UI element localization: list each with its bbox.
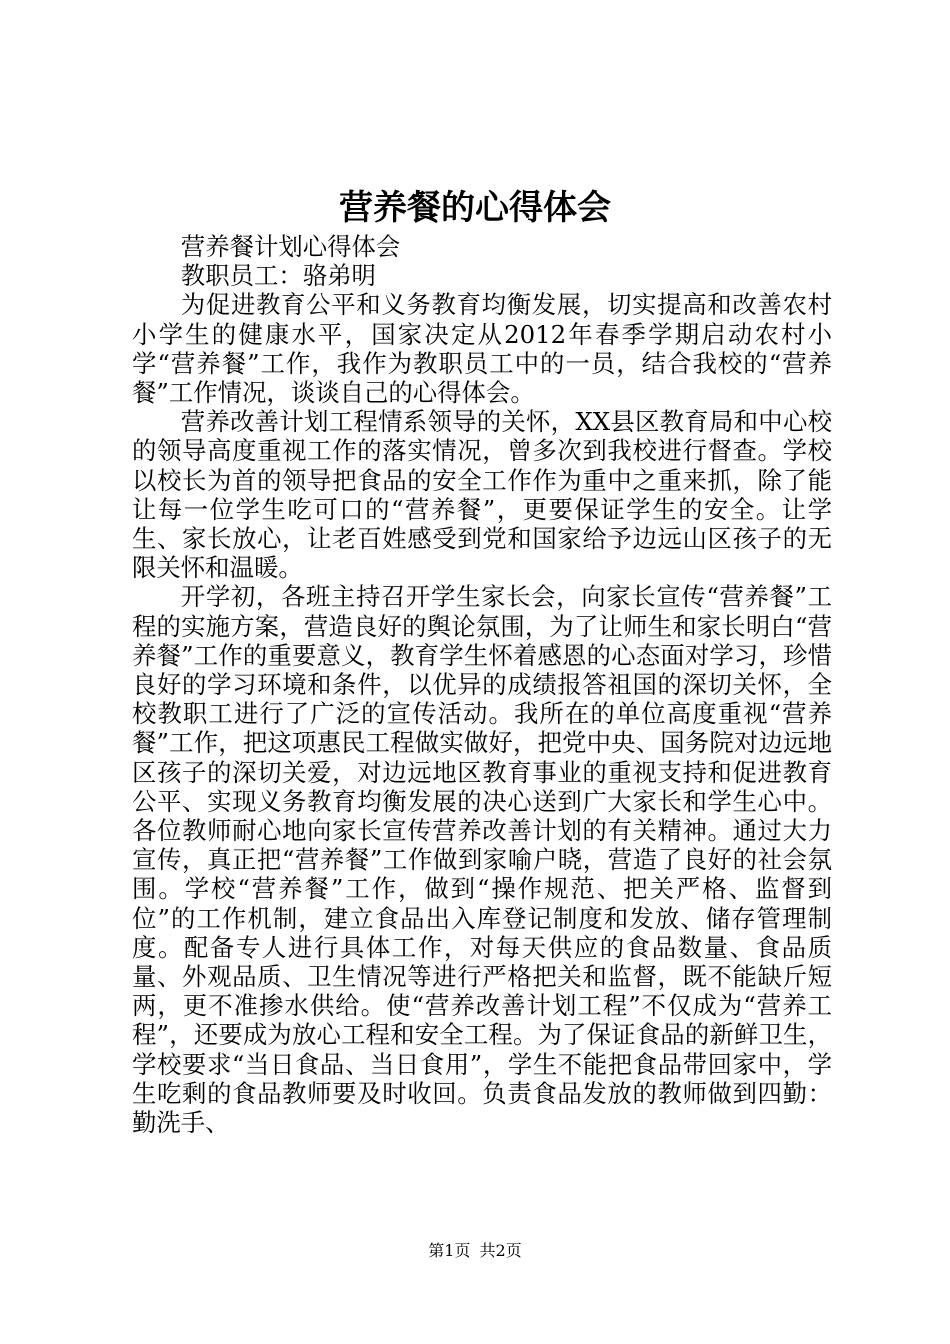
page-total: 共2页 (479, 1241, 522, 1260)
document-subtitle: 营养餐计划心得体会 (180, 232, 401, 261)
page-footer (0, 1240, 950, 1262)
document-body (132, 232, 832, 1137)
page-number: 第1页 (428, 1241, 471, 1260)
paragraph: 开学初，各班主持召开学生家长会，向家长宣传“营养餐”工程的实施方案，营造良好的舆论氛围，为了让师生和家长明白“营养餐”工作的重要意义，教育学生怀着感恩的心态面对学习，珍惜良好的学习环境和条件，以优异的成绩报答祖国的深切关怀，全校教职工进行了广泛的宣传活动。我所在的单位高度重视“营养餐”工作，把这项惠民工程做实做好，把党中央、国务院对边远地区孩子的深切关爱，对边远地区教育事业的重视支持和促进教育公平、实现义务教育均衡发展的决心送到广大家长和学生心中。各位教师耐心地向家长宣传营养改善计划的有关精神。通过大力宣传，真正把“营养餐”工作做到家喻户晓，营造了良好的社会氛围。学校“营养餐”工作，做到“操作规范、把关严格、监督到位”的工作机制，建立食品出入库登记制度和发放、储存管理制度。配备专人进行具体工作，对每天供应的食品数量、食品质量、外观品质、卫生情况等进行严格把关和监督，既不能缺斤短两，更不准掺水供给。使“营养改善计划工程”不仅成为“营养工程”，还要成为放心工程和安全工程。为了保证食品的新鲜卫生，学校要求“当日食品、当日食用”，学生不能把食品带回家中，学生吃剩的食品教师要及时收回。负责食品发放的教师做到四勤：勤洗手、 (132, 582, 832, 1138)
document-title: 营养餐的心得体会 (339, 188, 611, 228)
author-line: 教职员工：骆弟明 (180, 261, 376, 291)
paragraph: 为促进教育公平和义务教育均衡发展，切实提高和改善农村小学生的健康水平，国家决定从2012年春季学期启动农村小学“营养餐”工作，我作为教职员工中的一员，结合我校的“营养餐”工作情况，谈谈自己的心得体会。 (132, 290, 832, 408)
paragraph: 营养改善计划工程情系领导的关怀，XX县区教育局和中心校的领导高度重视工作的落实情况，曾多次到我校进行督查。学校以校长为首的领导把食品的安全工作作为重中之重来抓，除了能让每一位学生吃可口的“营养餐”，更要保证学生的安全。让学生、家长放心，让老百姓感受到党和国家给予边远山区孩子的无限关怀和温暖。 (132, 407, 832, 583)
